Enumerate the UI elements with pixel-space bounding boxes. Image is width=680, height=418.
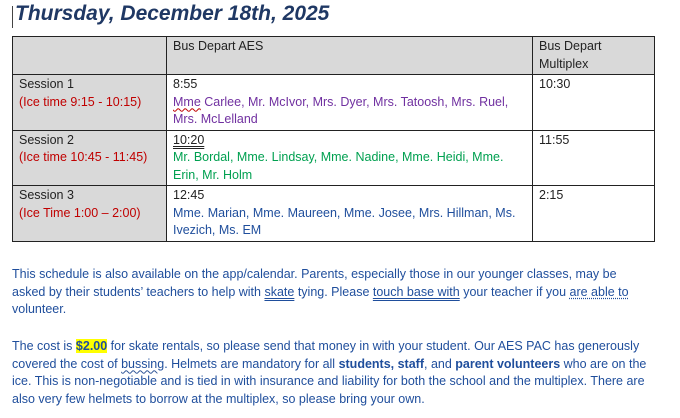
cost-info-paragraph: [12, 338, 652, 408]
table-header-row: [13, 37, 655, 75]
header-bus-depart-multiplex: Bus Depart Multiplex: [533, 37, 655, 75]
depart-aes-time: 8:55: [173, 77, 198, 91]
session-label: Session 1: [19, 77, 74, 91]
text-run: , and: [424, 356, 456, 371]
volunteer-list: [173, 94, 526, 129]
spelling-flagged-word: Mme: [173, 94, 201, 109]
session-cell: [13, 130, 167, 186]
depart-aes-cell: [167, 130, 533, 186]
session-cell: [13, 186, 167, 242]
depart-multiplex-cell: 10:30: [533, 75, 655, 131]
session-label: Session 2: [19, 132, 74, 147]
volunteer-names: Carlee, Mr. McIvor, Mrs. Dyer, Mrs. Tatoosh, Mrs. Ruel, Mrs. McLelland: [173, 94, 509, 126]
underlined-word: skate: [264, 284, 295, 299]
volunteer-info-paragraph: [12, 266, 652, 319]
text-run: tying. Please: [294, 284, 373, 299]
text-run: who are on the ice. This is non-negotiable and is tied in with insurance and liability for both the school and the multiplex. There are also very few helmets to borrow at the multiplex, so please bring your own.: [12, 356, 647, 406]
depart-aes-time: 10:20: [173, 132, 205, 147]
ice-time: (Ice Time 1:00 – 2:00): [19, 205, 141, 220]
text-run: . Helmets are mandatory for all: [164, 356, 339, 371]
header-cell-empty: [13, 37, 167, 75]
bus-schedule-table: [12, 36, 655, 242]
volunteer-list: Mme. Marian, Mme. Maureen, Mme. Josee, Mrs. Hillman, Ms. Ivezich, Ms. EM: [173, 205, 516, 237]
text-run: The cost is: [12, 339, 76, 353]
bold-text: students, staff: [338, 356, 424, 371]
depart-aes-time: 12:45: [173, 188, 205, 202]
header-bus-depart-aes: Bus Depart AES: [167, 37, 533, 75]
underlined-phrase: are able to: [569, 284, 629, 299]
text-run: This schedule is also available on the app/calendar. Parents, especially those in our younger classes, may be asked by their students’ teachers to help with: [12, 267, 617, 299]
depart-aes-cell: [167, 75, 533, 131]
volunteer-list: Mr. Bordal, Mme. Lindsay, Mme. Nadine, Mme. Heidi, Mme. Erin, Mr. Holm: [173, 150, 504, 182]
text-run: volunteer.: [12, 302, 67, 317]
document-title: Thursday, December 18th, 2025: [15, 2, 330, 25]
depart-multiplex-cell: 11:55: [533, 130, 655, 186]
session-label: Session 3: [19, 188, 74, 202]
ice-time: (Ice time 10:45 - 11:45): [19, 150, 148, 164]
text-cursor: [12, 6, 13, 28]
bold-text: parent volunteers: [455, 356, 561, 371]
text-run: your teacher if you: [459, 284, 570, 299]
depart-multiplex-cell: 2:15: [533, 186, 655, 242]
text-run: for skate rentals, so please send that money in with your student. Our AES PAC has generously covered the cost of: [12, 339, 640, 371]
session-cell: [13, 75, 167, 131]
depart-aes-cell: [167, 186, 533, 242]
highlighted-price: $2.00: [75, 339, 108, 353]
ice-time: (Ice time 9:15 - 10:15): [19, 94, 142, 109]
table-row: [13, 130, 655, 186]
underlined-phrase: touch base with: [372, 284, 460, 299]
table-row: [13, 186, 655, 242]
grammar-flagged-word: bussing: [121, 356, 165, 371]
table-row: [13, 75, 655, 131]
